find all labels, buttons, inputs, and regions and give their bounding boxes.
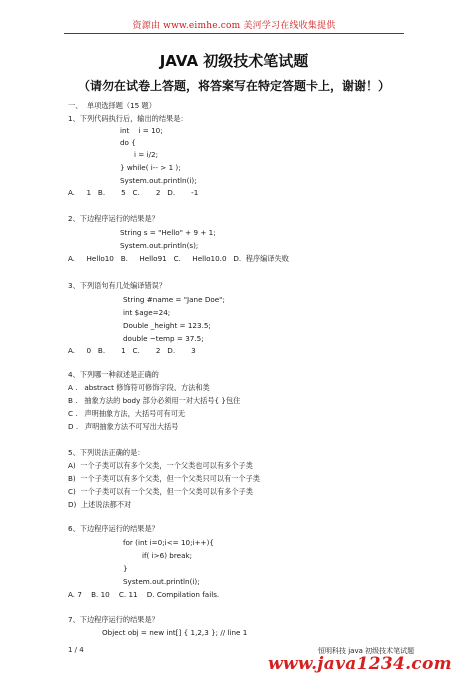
question-2-options: A. Hello10 B. Hello91 C. Hello10.0 D. 程序编译失败	[68, 254, 289, 263]
code-line: String #name = "Jane Doe";	[123, 295, 225, 304]
question-7: 7、下边程序运行的结果是？	[68, 615, 159, 624]
code-line: int i = 10;	[120, 126, 163, 135]
page-title: JAVA 初级技术笔试题	[159, 52, 309, 70]
question-6: 6、下边程序运行的结果是？	[68, 524, 159, 533]
option-line: A) 一个子类可以有多个父类，一个父类也可以有多个子类	[68, 461, 253, 470]
code-line: for (int i=0;i<= 10;i++){	[123, 538, 214, 547]
code-line: double ~temp = 37.5;	[123, 334, 204, 343]
footer-company: 恒明科技 java 初级技术笔试题	[318, 647, 415, 655]
question-1-options: A. 1 B. 5 C. 2 D. -1	[68, 188, 199, 197]
code-line: Object obj = new int[] { 1,2,3 }; // line 1	[102, 628, 248, 637]
option-line: B) 一个子类可以有多个父类，但一个父类只可以有一个子类	[68, 474, 260, 483]
section-heading: 一、 单项选择题（15 题）	[68, 101, 156, 110]
question-1: 1、下列代码执行后，输出的结果是：	[68, 114, 188, 123]
source-header: 资源由 www.eimhe.com 美河学习在线收集提供	[132, 21, 336, 31]
header-rule	[64, 33, 404, 34]
option-line: C) 一个子类可以有一个父类，但一个父类可以有多个子类	[68, 487, 253, 496]
code-line: if( i>6) break;	[142, 551, 193, 560]
code-line: do {	[120, 138, 136, 147]
question-3: 3、下列语句有几处编译错误？	[68, 281, 167, 290]
option-line: D . 声明抽象方法不可写出大括号	[68, 422, 179, 431]
code-line: String s = "Hello" + 9 + 1;	[120, 228, 216, 237]
code-line: }	[123, 564, 128, 573]
option-line: C . 声明抽象方法，大括号可有可无	[68, 409, 186, 418]
code-line: i = i/2;	[134, 150, 159, 159]
question-5: 5、下列说法正确的是：	[68, 448, 145, 457]
option-line: B . 抽象方法的 body 部分必须用一对大括号{ }包住	[68, 396, 241, 405]
question-6-options: A. 7 B. 10 C. 11 D. Compilation fails.	[68, 590, 220, 599]
code-line: Double _height = 123.5;	[123, 321, 211, 330]
code-line: System.out.println(s);	[120, 241, 199, 250]
code-line: System.out.println(i);	[123, 577, 200, 586]
option-line: D) 上述说法都不对	[68, 500, 132, 509]
question-4: 4、下列哪一种叙述是正确的	[68, 370, 159, 379]
option-line: A . abstract 修饰符可修饰字段、方法和类	[68, 383, 210, 392]
question-2: 2、下边程序运行的结果是？	[68, 214, 159, 223]
code-line: int $age=24;	[123, 308, 171, 317]
page-subtitle: （请勿在试卷上答题，将答案写在特定答题卡上，谢谢！）	[77, 79, 390, 93]
code-line: } while( i-- > 1 );	[120, 163, 181, 172]
page-number: 1 / 4	[68, 646, 84, 654]
code-line: System.out.println(i);	[120, 176, 197, 185]
question-3-options: A. 0 B. 1 C. 2 D. 3	[68, 346, 196, 355]
watermark: www.java1234.com	[268, 654, 452, 674]
